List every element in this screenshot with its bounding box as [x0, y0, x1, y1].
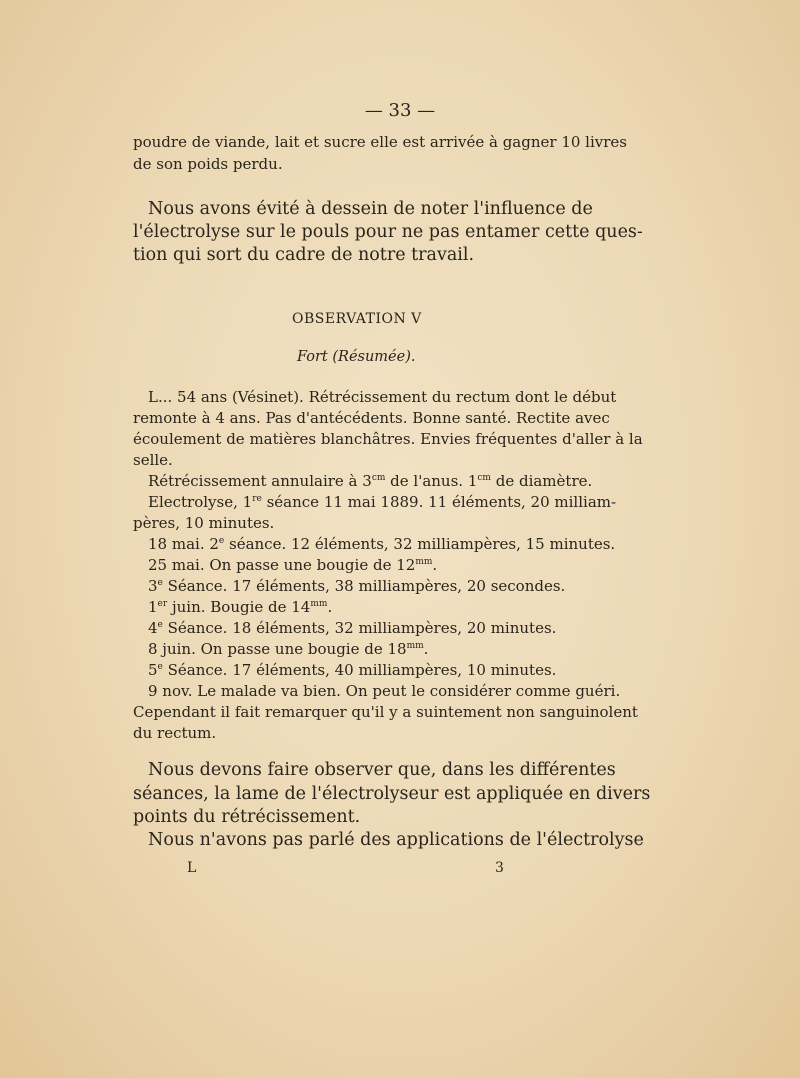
- text-line: pères, 10 minutes.: [133, 514, 275, 532]
- text-line: Rétrécissement annulaire à $3^{cm}$ de l'anus. $1^{cm}$ de diamètre.: [148, 472, 593, 490]
- text-line: Nous avons évité à dessein de noter l'influence de: [148, 199, 593, 219]
- text-line: l'électrolyse sur le pouls pour ne pas entamer cette ques-: [133, 222, 643, 242]
- text-line: Nous n'avons pas parlé des applications de l'électrolyse: [148, 830, 644, 850]
- text-line: 1er juin. Bougie de $14^{mm}$.: [148, 598, 333, 616]
- patient-name: Fort: [297, 349, 328, 365]
- text-line: points du rétrécissement.: [133, 807, 361, 827]
- subtitle-note: (Résumée).: [332, 349, 416, 365]
- text-line: poudre de viande, lait et sucre elle est arrivée à gagner 10 livres: [133, 133, 627, 151]
- observation-title: OBSERVATION V: [292, 311, 422, 327]
- text-line: du rectum.: [133, 724, 217, 742]
- text-line: Electrolyse, 1re séance 11 mai 1889. 11 éléments, 20 milliam-: [148, 493, 617, 511]
- text-line: Nous devons faire observer que, dans les différentes: [148, 760, 616, 780]
- text-line: 18 mai. 2e séance. 12 éléments, 32 milliampères, 15 minutes.: [148, 535, 616, 553]
- footer-sheet-number: 3: [495, 860, 504, 876]
- text-line: 9 nov. Le malade va bien. On peut le considérer comme guéri.: [148, 682, 621, 700]
- text-line: 4e Séance. 18 éléments, 32 milliampères, 20 minutes.: [148, 619, 557, 637]
- page-number: — 33 —: [364, 100, 436, 121]
- text-line: tion qui sort du cadre de notre travail.: [133, 245, 475, 265]
- text-line: séances, la lame de l'électrolyseur est appliquée en divers: [133, 784, 651, 804]
- text-line: 25 mai. On passe une bougie de $12^{mm}$.: [148, 556, 438, 574]
- text-line: 5e Séance. 17 éléments, 40 milliampères, 10 minutes.: [148, 661, 557, 679]
- text-line: 3e Séance. 17 éléments, 38 milliampères, 20 secondes.: [148, 577, 566, 595]
- text-line: 8 juin. On passe une bougie de $18^{mm}$.: [148, 640, 429, 658]
- text-line: Cependant il fait remarquer qu'il y a suintement non sanguinolent: [133, 703, 638, 721]
- observation-subtitle: [297, 349, 416, 365]
- text-line: écoulement de matières blanchâtres. Envies fréquentes d'aller à la: [133, 430, 643, 448]
- text-line: L... 54 ans (Vésinet). Rétrécissement du rectum dont le début: [148, 388, 617, 406]
- text-line: remonte à 4 ans. Pas d'antécédents. Bonne santé. Rectite avec: [133, 409, 610, 427]
- text-line: selle.: [133, 451, 173, 469]
- footer-signature-mark: L: [187, 860, 197, 876]
- text-line: de son poids perdu.: [133, 155, 283, 173]
